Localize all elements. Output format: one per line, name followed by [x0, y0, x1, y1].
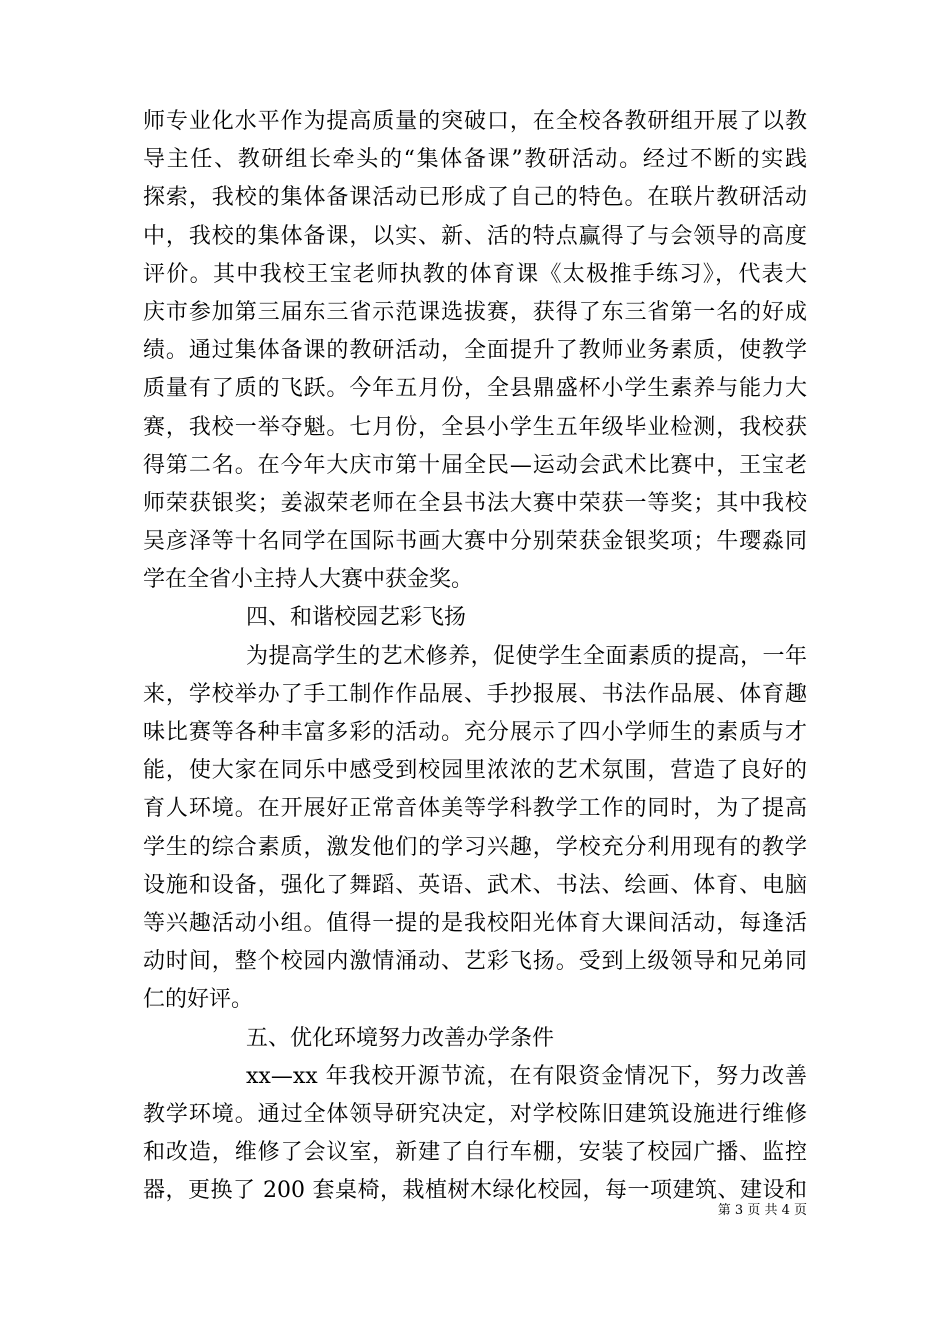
text-line: 评价。其中我校王宝老师执教的体育课《太极推手练习》，代表大: [143, 261, 807, 287]
text-line: 四、和谐校园艺彩飞扬: [246, 605, 467, 631]
page-number: 第 3 页 共 4 页: [717, 1203, 807, 1218]
text-line: 得第二名。在今年大庆市第十届全民—运动会武术比赛中，王宝老: [143, 452, 807, 478]
text-line: 学生的综合素质，激发他们的学习兴趣，学校充分利用现有的教学: [143, 834, 807, 860]
text-line: 动时间，整个校园内激情涌动、艺彩飞扬。受到上级领导和兄弟同: [143, 949, 807, 975]
text-line: 绩。通过集体备课的教研活动，全面提升了教师业务素质，使教学: [143, 338, 807, 364]
text-line: 师荣获银奖；姜淑荣老师在全县书法大赛中荣获一等奖；其中我校: [143, 490, 807, 516]
text-line: 器，更换了 200 套桌椅，栽植树木绿化校园，每一项建筑、建设和: [143, 1178, 807, 1204]
text-line: 仁的好评。: [143, 987, 254, 1013]
text-line: 师专业化水平作为提高质量的突破口，在全校各教研组开展了以教: [143, 109, 807, 134]
text-line: 育人环境。在开展好正常音体美等学科教学工作的同时，为了提高: [143, 796, 807, 822]
text-line: 味比赛等各种丰富多彩的活动。充分展示了四小学师生的素质与才: [143, 720, 807, 745]
text-line: 设施和设备，强化了舞蹈、英语、武术、书法、绘画、体育、电脑: [143, 872, 807, 898]
text-line: 和改造，维修了会议室，新建了自行车棚，安装了校园广播、监控: [143, 1140, 807, 1166]
document-body: [143, 103, 807, 1210]
text-line: 探索，我校的集体备课活动已形成了自己的特色。在联片教研活动: [143, 185, 807, 211]
text-line: xx—xx 年我校开源节流，在有限资金情况下，努力改善: [246, 1063, 807, 1089]
text-line: 等兴趣活动小组。值得一提的是我校阳光体育大课间活动，每逢活: [143, 910, 807, 936]
text-line: 为提高学生的艺术修养，促使学生全面素质的提高，一年: [246, 643, 807, 669]
text-line: 教学环境。通过全体领导研究决定，对学校陈旧建筑设施进行维修: [143, 1101, 807, 1127]
text-line: 赛，我校一举夺魁。七月份，全县小学生五年级毕业检测，我校获: [143, 414, 807, 440]
text-line: 来，学校举办了手工制作作品展、手抄报展、书法作品展、体育趣: [143, 681, 807, 707]
text-line: 中，我校的集体备课，以实、新、活的特点赢得了与会领导的高度: [143, 223, 807, 249]
text-line: 庆市参加第三届东三省示范课选拔赛，获得了东三省第一名的好成: [143, 299, 807, 325]
text-line: 能，使大家在同乐中感受到校园里浓浓的艺术氛围，营造了良好的: [143, 758, 807, 784]
text-line: 学在全省小主持人大赛中获金奖。: [143, 567, 474, 593]
text-line: 质量有了质的飞跃。今年五月份，全县鼎盛杯小学生素养与能力大: [143, 376, 807, 402]
text-line: 五、优化环境努力改善办学条件: [246, 1025, 555, 1051]
text-line: 导主任、教研组长牵头的“集体备课”教研活动。经过不断的实践: [143, 147, 807, 173]
text-line: 吴彦泽等十名同学在国际书画大赛中分别荣获金银奖项；牛璎淼同: [143, 529, 807, 555]
